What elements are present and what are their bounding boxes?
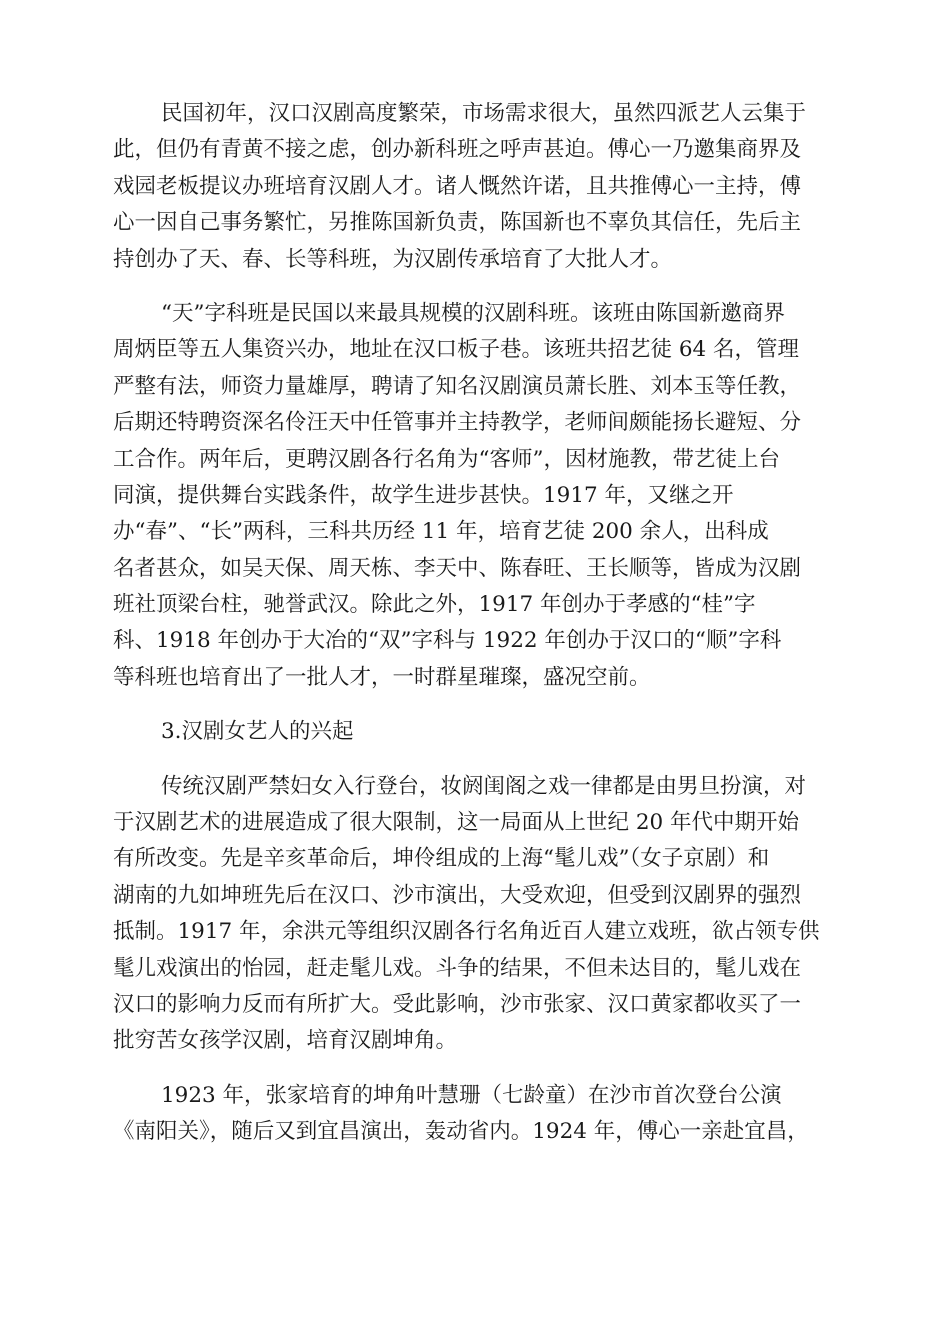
text-line: 工合作。两年后，更聘汉剧各行名角为“客师”，因材施教，带艺徒上台 xyxy=(113,446,780,472)
text-line: 此，但仍有青黄不接之虑，创办新科班之呼声甚迫。傅心一乃邀集商界及 xyxy=(113,137,802,163)
text-line: 于汉剧艺术的进展造成了很大限制，这一局面从上世纪 20 年代中期开始 xyxy=(113,810,800,836)
text-line: 髦儿戏演出的怡园，赶走髦儿戏。斗争的结果，不但未达目的，髦儿戏在 xyxy=(113,955,802,981)
paragraph-gap xyxy=(113,278,835,296)
text-line: 办“春”、“长”两科，三科共历经 11 年，培育艺徒 200 余人，出科成 xyxy=(113,519,769,545)
document-page xyxy=(113,96,835,1151)
text-line: 周炳臣等五人集资兴办，地址在汉口板子巷。该班共招艺徒 64 名，管理 xyxy=(113,337,800,363)
text-line: 等科班也培育出了一批人才，一时群星璀璨，盛况空前。 xyxy=(113,664,651,690)
text-line: 班社顶梁台柱，驰誉武汉。除此之外，1917 年创办于孝感的“桂”字 xyxy=(113,592,756,618)
paragraph-tian-class xyxy=(113,296,835,696)
paragraph-female-performers xyxy=(113,769,835,1060)
paragraph-1923 xyxy=(113,1078,835,1151)
text-line: “天”字科班是民国以来最具规模的汉剧科班。该班由陈国新邀商界 xyxy=(161,300,785,326)
text-line: 批穷苦女孩学汉剧，培育汉剧坤角。 xyxy=(113,1028,458,1054)
paragraph-drama-school-founding xyxy=(113,96,835,278)
paragraph-gap xyxy=(113,696,835,714)
paragraph-gap xyxy=(113,751,835,769)
text-line: 传统汉剧严禁妇女入行登台，妆阏闺阁之戏一律都是由男旦扮演，对 xyxy=(161,773,807,799)
text-line: 汉口的影响力反而有所扩大。受此影响，沙市张家、汉口黄家都收买了一 xyxy=(113,991,802,1017)
text-line: 同演，提供舞台实践条件，故学生进步甚快。1917 年，又继之开 xyxy=(113,482,734,508)
section-heading-text: 3.汉剧女艺人的兴起 xyxy=(161,719,354,745)
text-line: 戏园老板提议办班培育汉剧人才。诸人慨然许诺，且共推傅心一主持，傅 xyxy=(113,173,802,199)
text-line: 《南阳关》，随后又到宜昌演出，轰动省内。1924 年，傅心一亲赴宜昌， xyxy=(113,1119,809,1145)
text-line: 抵制。1917 年，余洪元等组织汉剧各行名角近百人建立戏班，欲占领专供 xyxy=(113,919,820,945)
section-heading xyxy=(113,714,835,750)
text-line: 民国初年，汉口汉剧高度繁荣，市场需求很大，虽然四派艺人云集于 xyxy=(161,101,807,126)
text-line: 后期还特聘资深名伶汪天中任管事并主持教学，老师间颇能扬长避短、分 xyxy=(113,410,802,436)
text-line: 持创办了天、春、长等科班，为汉剧传承培育了大批人才。 xyxy=(113,246,673,272)
text-line: 严整有法，师资力量雄厚，聘请了知名汉剧演员萧长胜、刘本玉等任教， xyxy=(113,373,802,399)
text-line: 有所改变。先是辛亥革命后，坤伶组成的上海“髦儿戏”（女子京剧）和 xyxy=(113,846,770,872)
text-line: 名者甚众，如吴天保、周天栋、李天中、陈春旺、王长顺等，皆成为汉剧 xyxy=(113,555,802,581)
text-line: 1923 年，张家培育的坤角叶慧珊（七龄童）在沙市首次登台公演 xyxy=(161,1082,782,1108)
paragraph-gap xyxy=(113,1060,835,1078)
text-line: 科、1918 年创办于大冶的“双”字科与 1922 年创办于汉口的“顺”字科 xyxy=(113,628,782,654)
text-line: 湖南的九如坤班先后在汉口、沙市演出，大受欢迎，但受到汉剧界的强烈 xyxy=(113,882,802,908)
text-line: 心一因自己事务繁忙，另推陈国新负责，陈国新也不辜负其信任，先后主 xyxy=(113,210,802,236)
